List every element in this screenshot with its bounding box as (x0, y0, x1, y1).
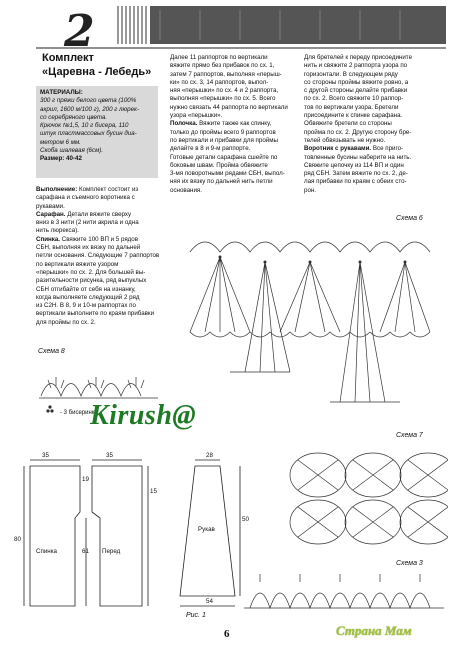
paragraph-line: Сарафан. Детали вяжите сверху (36, 210, 132, 218)
paragraph-line: Спинка. Свяжите 100 ВП и 5 рядов (36, 235, 139, 243)
pattern-pieces (20, 456, 256, 626)
paragraph-line: пройма по сх. 2. Другую сторону бре- (304, 128, 412, 136)
dim-sleeve-top: 28 (206, 452, 213, 459)
paragraph-line: ки» по сх. 3, 14 раппортов, выпол- (170, 78, 269, 86)
paragraph-line: по вертикали вяжите узором (36, 260, 119, 268)
chapter-number: 2 (64, 6, 95, 57)
dim-height: 80 (14, 536, 21, 543)
scheme-3-label: Схема 3 (396, 560, 423, 567)
dim-armhole: 19 (82, 476, 89, 483)
label-back: Спинка (36, 548, 57, 555)
paragraph-line: из С2Н. В 8, 9 и 10-м раппортах по (36, 302, 136, 310)
materials-line: акрил, 1600 м/100 г), 200 г люрек- (40, 105, 140, 113)
paragraph-line: рукавами. (36, 202, 65, 210)
paragraph-line: сарафана и съемного воротника с (36, 194, 135, 202)
paragraph-line: боковым швам. Пройма обвяжите (170, 161, 268, 169)
dim-side: 61 (82, 548, 89, 555)
paragraph-line: делайте в 8 и 9-м раппорте. (170, 145, 251, 153)
paragraph-line: тов по вертикали узора. Бретели (304, 103, 399, 111)
paragraph-line: товленные бусины наберите на нить. (304, 153, 412, 161)
page-number: 6 (224, 628, 230, 640)
paragraph-line: выполняя «перышки» по сх. 5. Всего (170, 95, 276, 103)
label-front: Перед (102, 548, 121, 555)
materials-heading: МАТЕРИАЛЫ: (40, 89, 83, 96)
materials-line: штук пластмассовых бусин диа- (40, 130, 137, 138)
paragraph-line: разительности рисунка, ряд выпуклых (36, 277, 147, 285)
dim-sleeve-length: 50 (242, 516, 249, 523)
paragraph-line: Свяжите цепочку из 114 ВП и один (304, 161, 404, 169)
materials-line: 300 г пряжи белого цвета (100% (40, 97, 137, 105)
scheme-8-label: Схема 8 (38, 348, 65, 355)
paragraph-line: Готовые детали сарафана сшейте по (170, 153, 278, 161)
dim-sleeve-bottom: 54 (206, 598, 213, 605)
paragraph-line: нить люрекса). (36, 227, 79, 235)
paragraph-line: «перышки» по сх. 2. Для большей вы- (36, 268, 146, 276)
label-sleeve: Рукав (198, 526, 215, 533)
figure-label: Рис. 1 (186, 612, 206, 619)
paragraph-line: присоедините к спинке сарафана. (304, 112, 403, 120)
paragraph-line: 3-мя поворотными рядами СБН, выпол- (170, 170, 285, 178)
dim-back-width: 35 (42, 452, 49, 459)
text-column-3 (304, 54, 448, 195)
materials-line: Скоба шалевая (6см). (40, 147, 104, 155)
text-column-1 (36, 186, 160, 327)
paragraph-line: узора «перышки». (170, 112, 223, 120)
materials-box (36, 86, 158, 178)
materials-line: метром 6 мм. (40, 138, 81, 146)
paragraph-line: Воротник с рукавами. Все приго- (304, 145, 404, 153)
paragraph-line: только до проймы всего 9 раппортов (170, 128, 276, 136)
paragraph-line: Обвяжите бретели со стороны (304, 120, 392, 128)
paragraph-line: телей обвязывать не нужно. (304, 136, 386, 144)
title-line-1: Комплект (42, 52, 94, 64)
site-logo: Страна Мам (336, 623, 412, 638)
paragraph-line: Выполнение: Комплект состоит из (36, 186, 139, 193)
materials-line: со серебряного цвета. (40, 113, 108, 121)
paragraph-line: ряд СБН. Затем вяжите по сх. 2, де- (304, 170, 408, 178)
dim-front-width: 35 (106, 452, 113, 459)
paragraph-line: горизонтали. В следующем ряду (304, 70, 398, 78)
paragraph-line: вертикали выполните по краям прибавки (36, 310, 155, 318)
scheme-3-diagram (240, 568, 448, 618)
paragraph-line: по сх. 2. Всего свяжите 10 раппор- (304, 95, 404, 103)
scheme-6-label: Схема 6 (396, 215, 423, 222)
paragraph-line: со стороны проймы вяжите ровно, а (304, 78, 409, 86)
title-line-2: «Царевна - Лебедь» (42, 66, 152, 78)
watermark: Kirush@ (90, 400, 197, 431)
paragraph-line: нить и свяжите 2 раппорта узора по (304, 62, 408, 70)
paragraph-line: няя «перышки» по сх. 4 и 2 раппорта, (170, 87, 279, 95)
size-label: Размер: 40-42 (40, 155, 82, 163)
paragraph-line: Полочка. Вяжите также как спинку, (170, 120, 272, 128)
paragraph-line: вяжите прямо без прибавок по сх. 1, (170, 62, 275, 70)
paragraph-line: лая прибавки по краям с обеих сто- (304, 178, 407, 186)
paragraph-line: с другой стороны делайте прибавки (304, 87, 408, 95)
scheme-7-diagram (278, 440, 448, 550)
paragraph-line: СБН, выполняя их вязку по дальней (36, 244, 141, 252)
scheme-6-diagram (170, 222, 446, 412)
paragraph-line: петли основания. Следующие 7 раппортов (36, 252, 160, 260)
paragraph-line: Далее 11 раппортов по вертикали (170, 54, 268, 61)
paragraph-line: няя их вязку по дальней нить петли (170, 178, 273, 186)
paragraph-line: нужно связать 44 раппорта по вертикали (170, 103, 288, 111)
paragraph-line: вниз в 3 нити (2 нити акрила и одна (36, 219, 139, 227)
paragraph-line: основания. (170, 186, 202, 194)
paragraph-line: затем 7 раппортов, выполняя «перыш- (170, 70, 282, 78)
paragraph-line: по вертикали и прибавки для проймы (170, 136, 278, 144)
dim-shoulder: 15 (150, 488, 157, 495)
paragraph-line: когда выполняете следующий 2 ряд (36, 293, 140, 301)
bead-legend: - 3 бисеринки (60, 410, 98, 416)
scheme-7-label: Схема 7 (396, 432, 423, 439)
text-column-2 (170, 54, 296, 195)
materials-line: Крючок №1,5, 10 г бисера, 110 (40, 122, 129, 130)
paragraph-line: Для бретелей к переду присоедините (304, 54, 413, 61)
paragraph-line: для проймы по сх. 2. (36, 318, 96, 326)
paragraph-line: СБН отгибайте от себя на изнанку, (36, 285, 136, 293)
paragraph-line: рон. (304, 186, 317, 194)
